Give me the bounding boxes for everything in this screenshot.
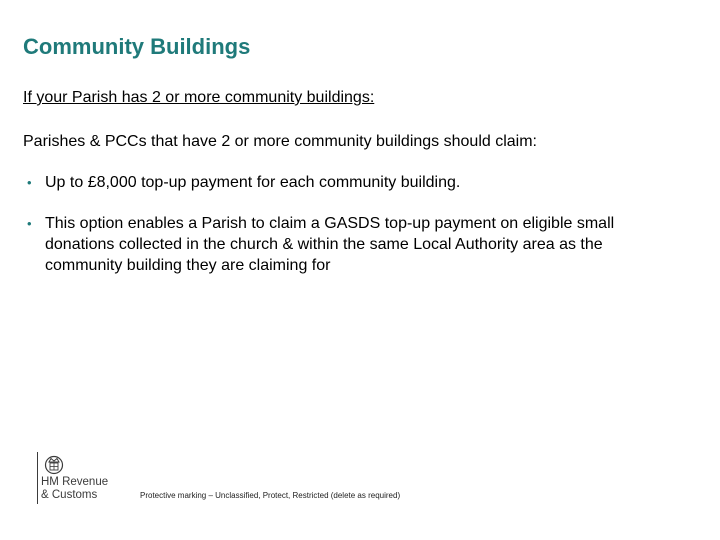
hmrc-logo <box>37 452 127 506</box>
protective-marking: Protective marking – Unclassified, Protect, Restricted (delete as required) <box>140 491 401 500</box>
logo-line-2: & Customs <box>41 489 98 501</box>
logo-line-1: HM Revenue <box>41 476 109 488</box>
bullet-text: Up to £8,000 top-up payment for each community building. <box>45 174 461 191</box>
subheading: If your Parish has 2 or more community buildings: <box>23 89 375 106</box>
bullet-item <box>23 213 683 276</box>
bullet-text: This option enables a Parish to claim a GASDS top-up payment on eligible small donations collected in the church & within the same Local Authority area as the community building they are claiming for <box>45 215 615 274</box>
bullet-list <box>23 172 683 296</box>
bullet-marker: • <box>27 175 32 190</box>
bullet-marker: • <box>27 216 32 231</box>
bullet-item <box>23 172 683 193</box>
slide-title: Community Buildings <box>23 34 251 59</box>
intro-text: Parishes & PCCs that have 2 or more community buildings should claim: <box>23 133 537 150</box>
royal-crest-icon <box>43 453 65 475</box>
logo-rule <box>37 452 38 504</box>
logo-wordmark <box>41 476 108 502</box>
